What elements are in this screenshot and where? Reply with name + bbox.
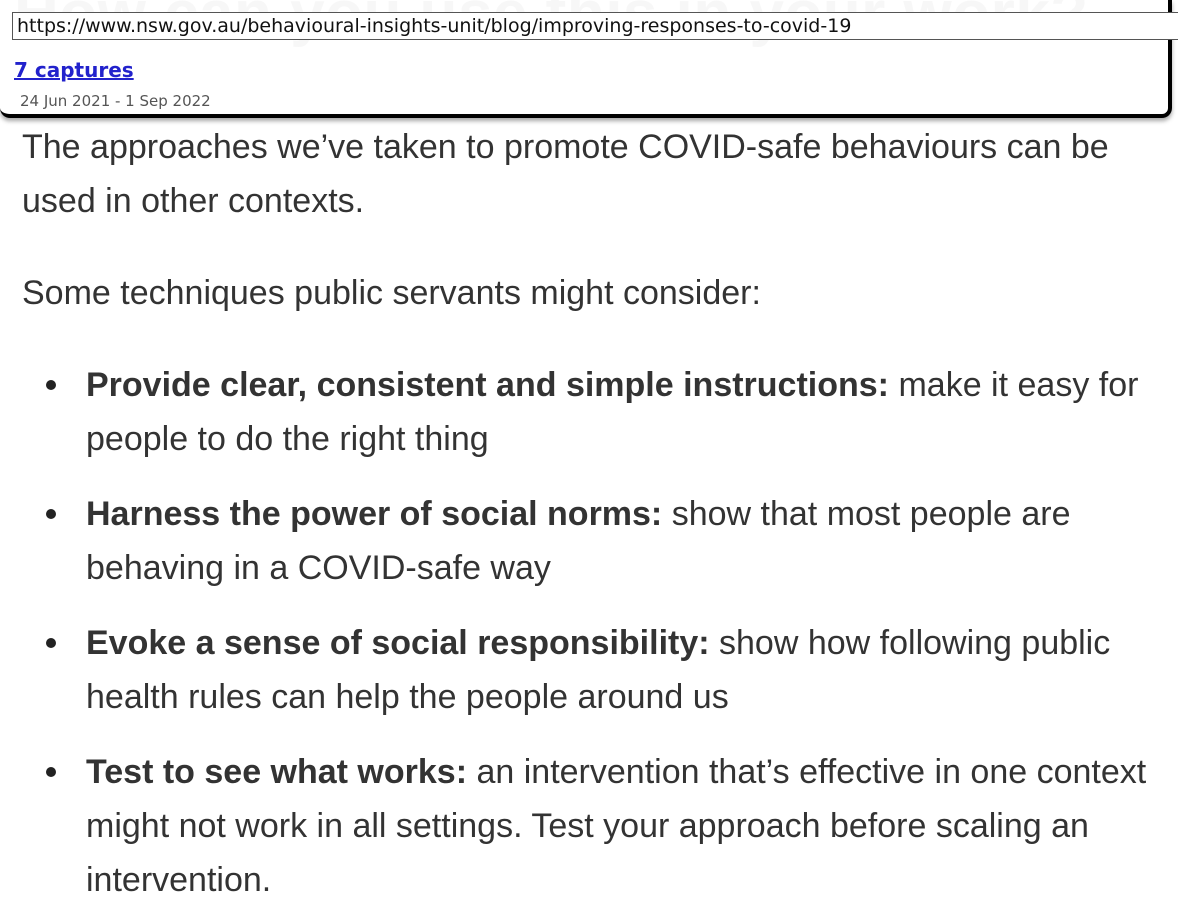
list-item — [86, 358, 1162, 466]
list-item — [86, 745, 1162, 907]
captures-link[interactable]: 7 captures — [14, 58, 134, 82]
url-input[interactable] — [12, 12, 1178, 40]
capture-date-range: 24 Jun 2021 - 1 Sep 2022 — [20, 92, 211, 110]
technique-text: show how following public health rules can help the people around us — [86, 624, 1111, 716]
technique-title: Provide clear, consistent and simple instructions: — [86, 366, 890, 404]
technique-text: make it easy for people to do the right thing — [86, 366, 1139, 458]
techniques-list — [22, 358, 1162, 907]
bullet-icon — [46, 767, 56, 777]
technique-title: Test to see what works: — [86, 753, 468, 791]
technique-text: show that most people are behaving in a COVID-safe way — [86, 495, 1071, 587]
technique-title: Harness the power of social norms: — [86, 495, 663, 533]
article-content — [22, 120, 1162, 920]
list-item — [86, 616, 1162, 724]
bullet-icon — [46, 638, 56, 648]
technique-text: an intervention that’s effective in one context might not work in all settings. Test your approach before scaling an intervention. — [86, 753, 1147, 899]
intro-paragraph: The approaches we’ve taken to promote COVID-safe behaviours can be used in other contexts. — [22, 128, 1109, 220]
technique-title: Evoke a sense of social responsibility: — [86, 624, 710, 662]
lead-paragraph: Some techniques public servants might consider: — [22, 274, 761, 312]
bullet-icon — [46, 509, 56, 519]
wayback-toolbar — [0, 0, 1172, 118]
bullet-icon — [46, 380, 56, 390]
list-item — [86, 487, 1162, 595]
